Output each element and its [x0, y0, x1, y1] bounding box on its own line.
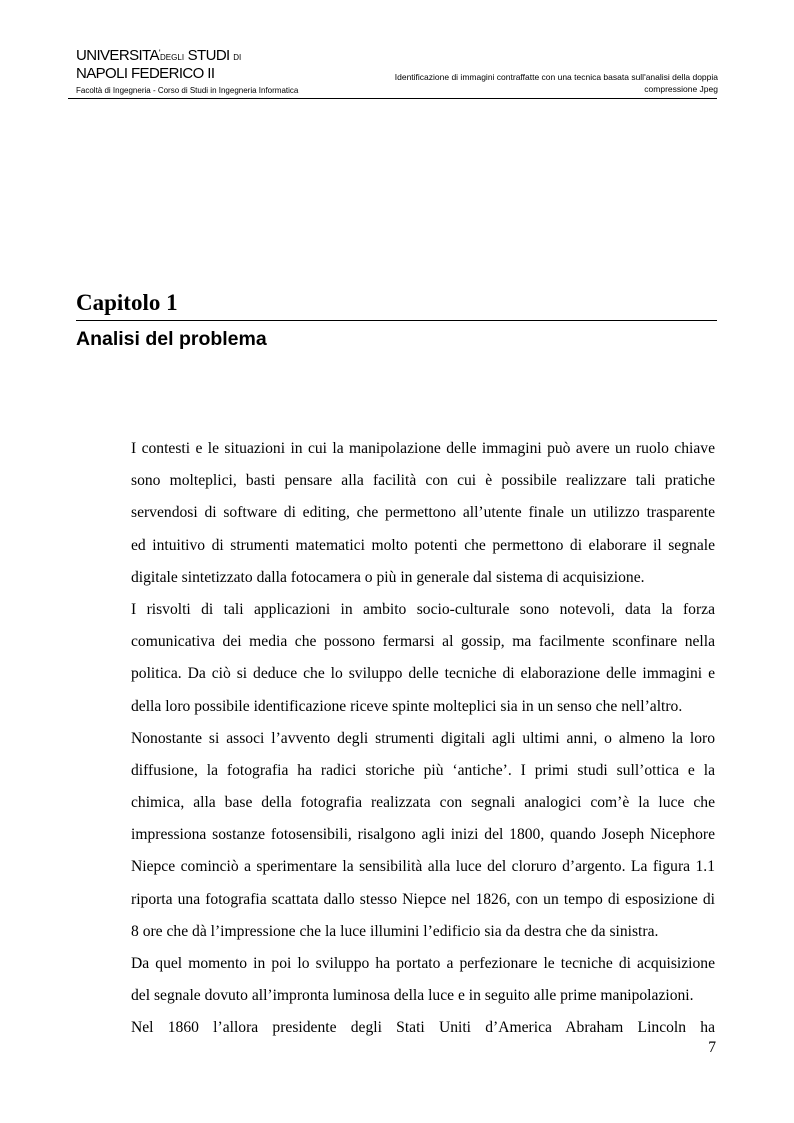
chapter-title: Analisi del problema [76, 328, 267, 350]
body-line: 8 ore che dà l’impressione che la luce illumini l’edificio sia da destra che da sinistra. [131, 922, 659, 940]
body-line: Nel 1860 l’allora presidente degli Stati Uniti d’America Abraham Lincoln ha [131, 1019, 715, 1037]
body-line: Niepce cominciò a sperimentare la sensibilità alla luce del cloruro d’argento. La figura 1.1 [131, 858, 715, 876]
running-header-title [338, 71, 718, 95]
logo-degree-mark: ' [158, 48, 161, 58]
body-line: diffusione, la fotografia ha radici storiche più ‘antiche’. I primi studi sull’ottica e la [131, 761, 715, 779]
logo-city-name: NAPOLI FEDERICO II [76, 65, 215, 82]
body-line: comunicativa dei media che possono fermarsi al gossip, ma facilmente sconfinare nella [131, 633, 715, 651]
body-line: politica. Da ciò si deduce che lo sviluppo delle tecniche di elaborazione delle immagini e [131, 665, 715, 683]
body-text [131, 433, 715, 1045]
logo-studi: STUDI [187, 47, 230, 64]
chapter-divider [76, 320, 717, 321]
logo-faculty: Facoltà di Ingegneria - Corso di Studi in Ingegneria Informatica [76, 86, 299, 95]
body-line: impressiona sostanze fotosensibili, risalgono agli inizi del 1800, quando Joseph Nicephore [131, 826, 715, 844]
body-line: I risvolti di tali applicazioni in ambito socio-culturale sono notevoli, data la forza [131, 600, 715, 618]
body-line: del segnale dovuto all’impronta luminosa della luce e in seguito alle prime manipolazioni. [131, 987, 694, 1005]
header-divider [68, 98, 717, 99]
body-line: Nonostante si associ l’avvento degli strumenti digitali agli ultimi anni, o almeno la loro [131, 729, 715, 747]
page-number: 7 [708, 1039, 716, 1056]
body-line: ed intuitivo di strumenti matematici molto potenti che permettono di elaborare il segnale [131, 536, 715, 554]
body-line: digitale sintetizzato dalla fotocamera o più in generale dal sistema di acquisizione. [131, 568, 645, 586]
logo-di: DI [233, 53, 242, 62]
running-header-line-2: compressione Jpeg [644, 84, 718, 94]
body-line: sono molteplici, basti pensare alla facilità con cui è possibile realizzare tali pratiche [131, 472, 715, 490]
logo-university-word: UNIVERSITA [76, 47, 159, 64]
body-line: Da quel momento in poi lo sviluppo ha portato a perfezionare le tecniche di acquisizione [131, 955, 715, 972]
body-line: servendosi di software di editing, che permettono all’utente finale un utilizzo trasparente [131, 504, 715, 522]
logo-degli: DEGLI [160, 53, 185, 62]
logo-university-line [76, 48, 346, 66]
body-line: della loro possibile identificazione riceve spinte molteplici sia in un senso che nell’altro. [131, 697, 683, 715]
university-logo [76, 48, 346, 97]
body-line: I contesti e le situazioni in cui la manipolazione delle immagini può avere un ruolo chiave [131, 440, 715, 457]
body-line: riporta una fotografia scattata dallo stesso Niepce nel 1826, con un tempo di esposizione di [131, 890, 715, 908]
chapter-number: Capitolo 1 [76, 290, 178, 315]
running-header-line-1: Identificazione di immagini contraffatte con una tecnica basata sull'analisi della doppia [394, 72, 718, 82]
body-line: chimica, alla base della fotografia realizzata con segnali analogici com’è la luce che [131, 794, 715, 812]
